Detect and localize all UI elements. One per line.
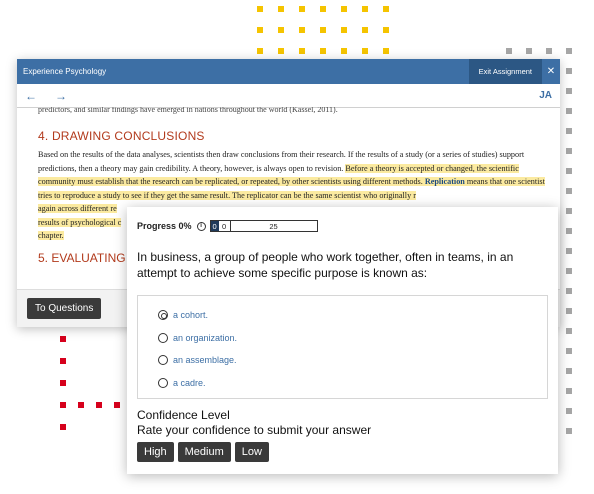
answer-option-label: an assemblage.: [173, 355, 237, 366]
radio-icon[interactable]: [158, 333, 168, 343]
paragraph-text: Based on the results of the data analyses, scientists then draw conclusions from their research. If the results of a study (or a series of studies) support predictions, then a theory may gain credibility. A theory, however, is always open to revision.: [38, 150, 525, 173]
answer-option-label: a cadre.: [173, 377, 206, 388]
reader-navbar: [17, 84, 560, 108]
section-heading: 4. DRAWING CONCLUSIONS: [38, 129, 205, 143]
question-text: In business, a group of people who work together, often in teams, in an attempt to achieve some specific purpose is known as:: [137, 250, 514, 280]
back-arrow-icon[interactable]: ←: [25, 88, 37, 103]
answer-option[interactable]: [138, 304, 547, 327]
forward-arrow-icon[interactable]: →: [55, 88, 67, 103]
answer-option-label: a cohort.: [173, 310, 209, 321]
question-panel: [127, 207, 558, 474]
progress-completed-count: 0: [212, 221, 217, 231]
decorative-red-dots-vertical: [60, 336, 66, 430]
progress-label: Progress 0%: [137, 221, 192, 231]
close-icon[interactable]: ✕: [546, 66, 556, 77]
radio-icon[interactable]: [158, 355, 168, 365]
radio-selected-icon[interactable]: [158, 310, 168, 320]
progress-row: [137, 220, 548, 232]
highlighted-text[interactable]: results of psychological c: [38, 217, 122, 227]
confidence-low-button[interactable]: Low: [235, 442, 269, 462]
progress-current-count: 0: [219, 221, 231, 231]
confidence-title: Confidence Level: [137, 408, 230, 422]
answer-option[interactable]: [138, 327, 547, 350]
highlighted-text[interactable]: again across different re: [38, 204, 117, 213]
progress-total-count: 25: [269, 221, 278, 231]
confidence-subtitle: Rate your confidence to submit your answer: [137, 423, 372, 437]
confidence-buttons: [137, 442, 548, 462]
progress-bar: [210, 220, 318, 232]
highlighted-text[interactable]: means that one scientist tries to reproduce a study to see if they get the same result. The replicator can be the same scientist who originally r: [38, 177, 545, 200]
brand-logo: JA: [539, 90, 552, 101]
exit-assignment-label: Exit Assignment: [478, 67, 532, 76]
to-questions-button[interactable]: To Questions: [27, 298, 101, 319]
previous-paragraph-tail: predictors, and similar findings have emerged in nations throughout the world (Kassel, 2011).: [38, 107, 338, 114]
answer-option-label: an organization.: [173, 332, 238, 343]
confidence-medium-button[interactable]: Medium: [178, 442, 231, 462]
window-titlebar: [17, 59, 560, 84]
answer-option[interactable]: [138, 349, 547, 372]
radio-icon[interactable]: [158, 378, 168, 388]
answer-option[interactable]: [138, 372, 547, 395]
highlighted-text[interactable]: chapter.: [38, 231, 64, 240]
exit-assignment-button[interactable]: [469, 59, 542, 84]
keyword-replication[interactable]: Replication: [424, 177, 465, 186]
info-icon[interactable]: i: [197, 222, 206, 231]
answer-options: [137, 295, 548, 399]
window-title: Experience Psychology: [23, 67, 107, 76]
next-section-heading: 5. EVALUATING: [38, 250, 126, 265]
confidence-high-button[interactable]: High: [137, 442, 174, 462]
highlighted-text[interactable]: Before a theory is accepted or changed, the scientific community must establish that the research can be replicated, or repeated, by other scientists using different methods.: [38, 163, 519, 186]
decorative-yellow-dots: [257, 6, 389, 54]
